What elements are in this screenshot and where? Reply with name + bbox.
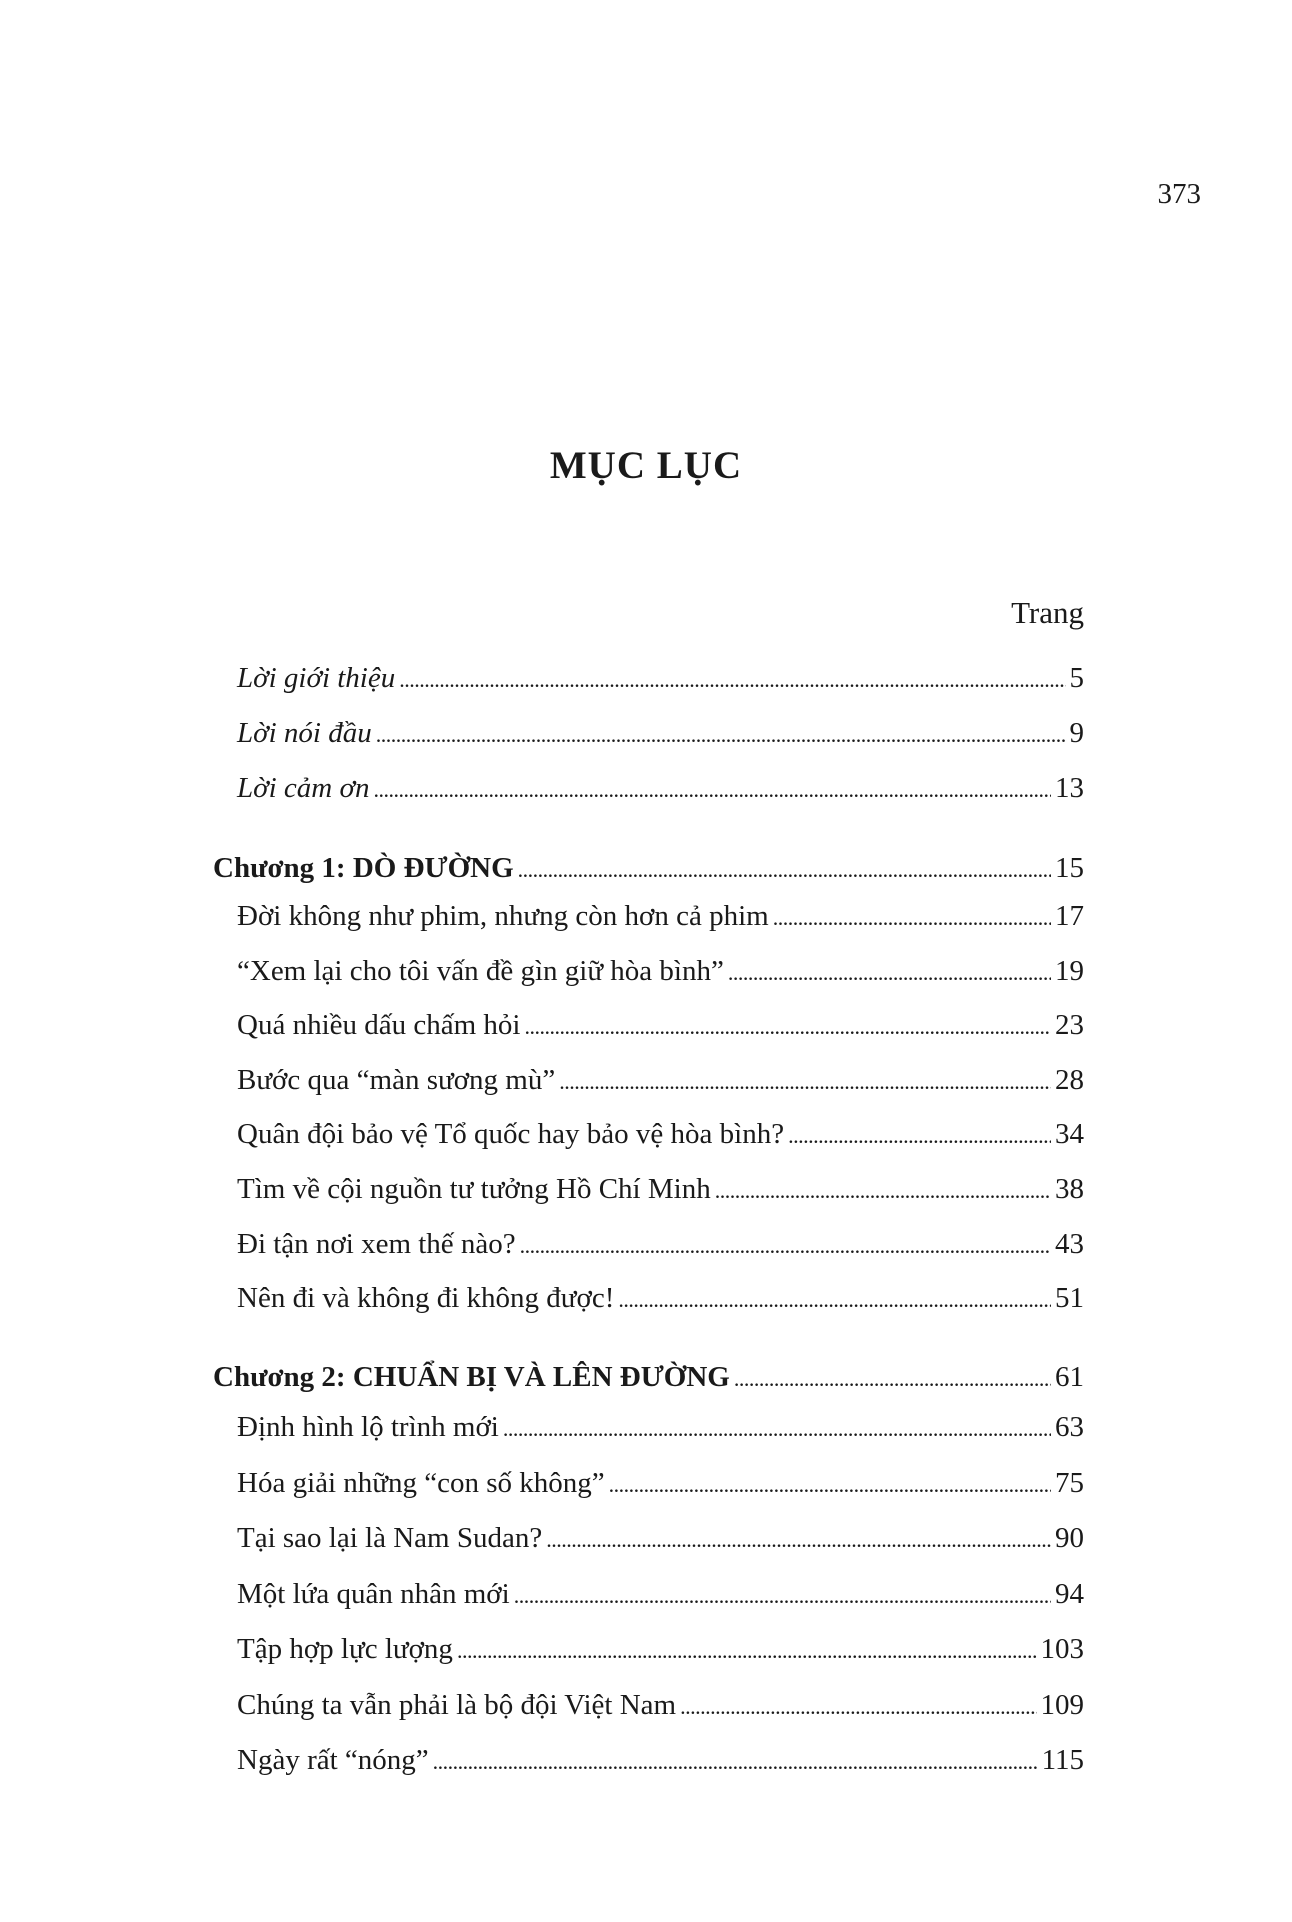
toc-entry-section[interactable] — [237, 1574, 1084, 1614]
toc-leader-dots — [715, 1169, 1051, 1211]
toc-entry-section[interactable] — [237, 951, 1084, 991]
toc-entry-page: 61 — [1055, 1361, 1084, 1393]
toc-entry-label: Quân đội bảo vệ Tổ quốc hay bảo vệ hòa bình? — [237, 1118, 785, 1150]
toc-entry-label: Lời giới thiệu — [237, 662, 396, 694]
toc-entry-label: “Xem lại cho tôi vấn đề gìn giữ hòa bình” — [237, 955, 724, 987]
toc-entry-label: Lời nói đầu — [237, 717, 372, 749]
toc-entry-section[interactable] — [237, 1518, 1084, 1558]
toc-entry-page: 51 — [1055, 1282, 1084, 1314]
toc-entry-page: 115 — [1041, 1744, 1084, 1776]
toc-entry-label: Quá nhiều dấu chấm hỏi — [237, 1009, 521, 1041]
toc-leader-dots — [457, 1629, 1037, 1671]
toc-leader-dots — [618, 1278, 1051, 1320]
toc-leader-dots — [546, 1518, 1051, 1560]
toc-entry-section[interactable] — [237, 1629, 1084, 1669]
toc-entry-page: 103 — [1040, 1633, 1084, 1665]
toc-entry-front-preface[interactable] — [237, 713, 1084, 753]
toc-entry-page: 17 — [1055, 900, 1084, 932]
toc-entry-page: 15 — [1055, 852, 1084, 884]
toc-leader-dots — [609, 1463, 1051, 1505]
toc-leader-dots — [433, 1740, 1038, 1782]
toc-entry-section[interactable] — [237, 896, 1084, 936]
toc-leader-dots — [514, 1574, 1051, 1616]
toc-leader-dots — [503, 1407, 1051, 1449]
toc-entry-label: Đời không như phim, nhưng còn hơn cả phim — [237, 900, 769, 932]
toc-entry-label: Một lứa quân nhân mới — [237, 1578, 510, 1610]
toc-entry-page: 38 — [1055, 1173, 1084, 1205]
toc-leader-dots — [788, 1114, 1051, 1156]
toc-entry-section[interactable] — [237, 1740, 1084, 1780]
toc-leader-dots — [773, 896, 1051, 938]
toc-entry-page: 94 — [1055, 1578, 1084, 1610]
toc-entry-page: 28 — [1055, 1064, 1084, 1096]
toc-entry-section[interactable] — [237, 1463, 1084, 1503]
toc-leader-dots — [518, 848, 1051, 890]
toc-entry-page: 5 — [1069, 662, 1084, 694]
toc-entry-label: Hóa giải những “con số không” — [237, 1467, 605, 1499]
toc-entry-label: Chương 2: CHUẨN BỊ VÀ LÊN ĐƯỜNG — [213, 1361, 730, 1393]
toc-entry-page: 43 — [1055, 1228, 1084, 1260]
toc-entry-label: Chúng ta vẫn phải là bộ đội Việt Nam — [237, 1689, 677, 1721]
toc-entry-label: Đi tận nơi xem thế nào? — [237, 1228, 516, 1260]
toc-leader-dots — [373, 768, 1051, 810]
toc-leader-dots — [376, 713, 1066, 755]
toc-entry-page: 63 — [1055, 1411, 1084, 1443]
toc-entry-label: Định hình lộ trình mới — [237, 1411, 499, 1443]
toc-entry-chapter-1[interactable] — [213, 848, 1084, 888]
toc-entry-label: Lời cảm ơn — [237, 772, 370, 804]
toc-entry-page: 75 — [1055, 1467, 1084, 1499]
toc-entry-label: Bước qua “màn sương mù” — [237, 1064, 556, 1096]
toc-entry-label: Chương 1: DÒ ĐƯỜNG — [213, 852, 514, 884]
toc-entry-front-thanks[interactable] — [237, 768, 1084, 808]
toc-entry-chapter-2[interactable] — [213, 1357, 1084, 1397]
toc-leader-dots — [399, 658, 1065, 700]
toc-entry-label: Nên đi và không đi không được! — [237, 1282, 615, 1314]
page-title: MỤC LỤC — [549, 444, 743, 487]
toc-entry-page: 34 — [1055, 1118, 1084, 1150]
toc-leader-dots — [680, 1685, 1036, 1727]
toc-entry-page: 109 — [1040, 1689, 1084, 1721]
toc-entry-label: Ngày rất “nóng” — [237, 1744, 429, 1776]
toc-entry-section[interactable] — [237, 1407, 1084, 1447]
toc-entry-section[interactable] — [237, 1005, 1084, 1045]
toc-entry-page: 90 — [1055, 1522, 1084, 1554]
toc-entry-section[interactable] — [237, 1114, 1084, 1154]
toc-entry-section[interactable] — [237, 1224, 1084, 1264]
toc-leader-dots — [559, 1060, 1051, 1102]
toc-entry-section[interactable] — [237, 1685, 1084, 1725]
toc-leader-dots — [734, 1357, 1051, 1399]
toc-entry-label: Tại sao lại là Nam Sudan? — [237, 1522, 543, 1554]
page-column-header: Trang — [1011, 595, 1084, 630]
toc-entry-section[interactable] — [237, 1278, 1084, 1318]
toc-leader-dots — [520, 1224, 1051, 1266]
toc-entry-page: 13 — [1055, 772, 1084, 804]
toc-entry-page: 19 — [1055, 955, 1084, 987]
toc-entry-page: 23 — [1055, 1009, 1084, 1041]
toc-entry-front-intro[interactable] — [237, 658, 1084, 698]
toc-entry-section[interactable] — [237, 1060, 1084, 1100]
toc-leader-dots — [524, 1005, 1051, 1047]
page-number: 373 — [1157, 178, 1201, 210]
toc-entry-label: Tập hợp lực lượng — [237, 1633, 453, 1665]
toc-entry-section[interactable] — [237, 1169, 1084, 1209]
toc-entry-label: Tìm về cội nguồn tư tưởng Hồ Chí Minh — [237, 1173, 711, 1205]
toc-leader-dots — [728, 951, 1051, 993]
toc-entry-page: 9 — [1069, 717, 1084, 749]
